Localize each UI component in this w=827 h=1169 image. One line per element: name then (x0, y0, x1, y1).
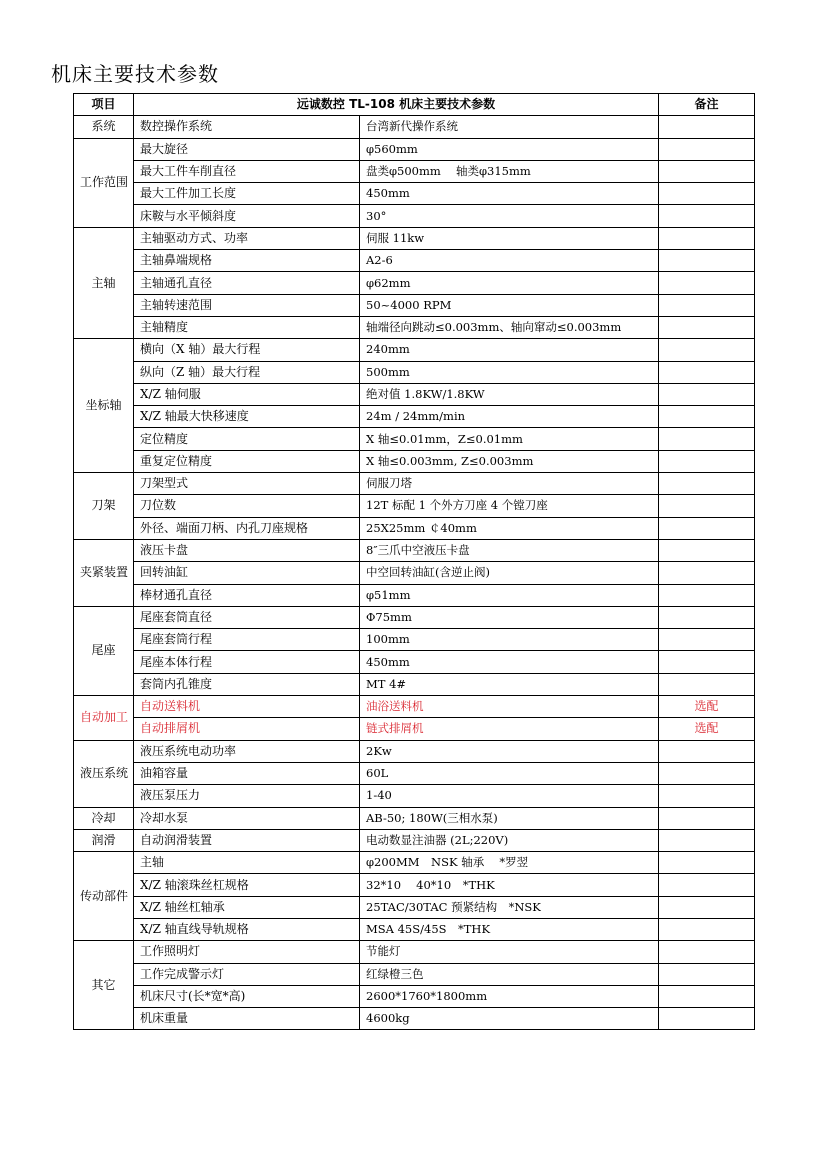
note-cell (659, 138, 755, 160)
note-cell (659, 562, 755, 584)
value-cell: X 轴≤0.003mm, Z≤0.003mm (360, 450, 659, 472)
category-cell: 系统 (74, 116, 134, 138)
param-cell: 数控操作系统 (134, 116, 360, 138)
note-cell (659, 205, 755, 227)
table-row (74, 183, 755, 205)
note-cell (659, 584, 755, 606)
value-cell: φ62mm (360, 272, 659, 294)
table-row (74, 294, 755, 316)
param-cell: 刀位数 (134, 495, 360, 517)
note-cell (659, 294, 755, 316)
table-row (74, 941, 755, 963)
value-cell: 25TAC/30TAC 预紧结构 *NSK (360, 896, 659, 918)
note-cell (659, 941, 755, 963)
note-cell (659, 450, 755, 472)
table-body (74, 116, 755, 1030)
note-cell (659, 985, 755, 1007)
note-cell (659, 339, 755, 361)
param-cell: 套筒内孔锥度 (134, 673, 360, 695)
param-cell: 机床尺寸(长*宽*高) (134, 985, 360, 1007)
value-cell: MSA 45S/45S *THK (360, 918, 659, 940)
category-cell: 冷却 (74, 807, 134, 829)
param-cell: X/Z 轴丝杠轴承 (134, 896, 360, 918)
param-cell: 尾座套筒直径 (134, 606, 360, 628)
param-cell: 纵向（Z 轴）最大行程 (134, 361, 360, 383)
param-cell: 自动送料机 (134, 696, 360, 718)
table-row (74, 762, 755, 784)
param-cell: 刀架型式 (134, 473, 360, 495)
value-cell: 伺服刀塔 (360, 473, 659, 495)
page-title: 机床主要技术参数 (51, 62, 219, 86)
table-row (74, 227, 755, 249)
table-row (74, 852, 755, 874)
table-row (74, 918, 755, 940)
value-cell: 轴端径向跳动≤0.003mm、轴向窜动≤0.003mm (360, 316, 659, 338)
param-cell: 主轴通孔直径 (134, 272, 360, 294)
note-cell (659, 807, 755, 829)
note-cell: 选配 (659, 696, 755, 718)
value-cell: 2Kw (360, 740, 659, 762)
value-cell: 2600*1760*1800mm (360, 985, 659, 1007)
param-cell: 横向（X 轴）最大行程 (134, 339, 360, 361)
note-cell (659, 160, 755, 182)
value-cell: 伺服 11kw (360, 227, 659, 249)
note-cell (659, 629, 755, 651)
value-cell: 台湾新代操作系统 (360, 116, 659, 138)
category-cell: 主轴 (74, 227, 134, 338)
header-spec-title: 远诚数控 TL-108 机床主要技术参数 (134, 94, 659, 116)
category-cell: 自动加工 (74, 696, 134, 741)
param-cell: 最大旋径 (134, 138, 360, 160)
table-row (74, 473, 755, 495)
value-cell: 450mm (360, 651, 659, 673)
note-cell (659, 762, 755, 784)
note-cell (659, 740, 755, 762)
category-cell: 液压系统 (74, 740, 134, 807)
table-row (74, 1008, 755, 1030)
table-row (74, 250, 755, 272)
note-cell (659, 383, 755, 405)
param-cell: X/Z 轴最大快移速度 (134, 406, 360, 428)
value-cell: 240mm (360, 339, 659, 361)
table-row (74, 829, 755, 851)
note-cell (659, 428, 755, 450)
value-cell: 12T 标配 1 个外方刀座 4 个镗刀座 (360, 495, 659, 517)
note-cell (659, 316, 755, 338)
param-cell: 主轴精度 (134, 316, 360, 338)
table-row (74, 406, 755, 428)
value-cell: 链式排屑机 (360, 718, 659, 740)
value-cell: 绝对值 1.8KW/1.8KW (360, 383, 659, 405)
value-cell: 油浴送料机 (360, 696, 659, 718)
spec-table (73, 93, 755, 1030)
note-cell (659, 963, 755, 985)
param-cell: 外径、端面刀柄、内孔刀座规格 (134, 517, 360, 539)
param-cell: 主轴 (134, 852, 360, 874)
note-cell: 选配 (659, 718, 755, 740)
value-cell: 30° (360, 205, 659, 227)
param-cell: 重复定位精度 (134, 450, 360, 472)
param-cell: 工作照明灯 (134, 941, 360, 963)
param-cell: 床鞍与水平倾斜度 (134, 205, 360, 227)
note-cell (659, 517, 755, 539)
param-cell: 棒材通孔直径 (134, 584, 360, 606)
note-cell (659, 183, 755, 205)
category-cell: 刀架 (74, 473, 134, 540)
table-row (74, 562, 755, 584)
value-cell: 电动数显注油器 (2L;220V) (360, 829, 659, 851)
value-cell: 50~4000 RPM (360, 294, 659, 316)
value-cell: 8″三爪中空液压卡盘 (360, 539, 659, 561)
param-cell: X/Z 轴滚珠丝杠规格 (134, 874, 360, 896)
table-row (74, 651, 755, 673)
table-row (74, 740, 755, 762)
note-cell (659, 272, 755, 294)
note-cell (659, 361, 755, 383)
value-cell: Φ75mm (360, 606, 659, 628)
table-row (74, 807, 755, 829)
value-cell: 100mm (360, 629, 659, 651)
table-row (74, 272, 755, 294)
note-cell (659, 539, 755, 561)
note-cell (659, 896, 755, 918)
param-cell: 机床重量 (134, 1008, 360, 1030)
table-header-row (74, 94, 755, 116)
note-cell (659, 785, 755, 807)
table-row (74, 116, 755, 138)
value-cell: 4600kg (360, 1008, 659, 1030)
param-cell: 最大工件车削直径 (134, 160, 360, 182)
table-row (74, 718, 755, 740)
value-cell: 60L (360, 762, 659, 784)
param-cell: 液压系统电动功率 (134, 740, 360, 762)
note-cell (659, 495, 755, 517)
param-cell: 尾座套筒行程 (134, 629, 360, 651)
value-cell: X 轴≤0.01mm，Z≤0.01mm (360, 428, 659, 450)
param-cell: 尾座本体行程 (134, 651, 360, 673)
table-row (74, 673, 755, 695)
param-cell: 自动排屑机 (134, 718, 360, 740)
table-row (74, 450, 755, 472)
table-row (74, 785, 755, 807)
table-row (74, 383, 755, 405)
category-cell: 其它 (74, 941, 134, 1030)
table-row (74, 963, 755, 985)
table-row (74, 205, 755, 227)
param-cell: 主轴转速范围 (134, 294, 360, 316)
value-cell: φ560mm (360, 138, 659, 160)
value-cell: 盘类φ500mm 轴类φ315mm (360, 160, 659, 182)
param-cell: 最大工件加工长度 (134, 183, 360, 205)
note-cell (659, 1008, 755, 1030)
table-row (74, 138, 755, 160)
value-cell: 25X25mm ￠40mm (360, 517, 659, 539)
table-row (74, 539, 755, 561)
note-cell (659, 227, 755, 249)
table-row (74, 517, 755, 539)
value-cell: 1-40 (360, 785, 659, 807)
category-cell: 坐标轴 (74, 339, 134, 473)
table-row (74, 985, 755, 1007)
table-row (74, 495, 755, 517)
header-note: 备注 (659, 94, 755, 116)
value-cell: φ200MM NSK 轴承 *罗翌 (360, 852, 659, 874)
table-row (74, 339, 755, 361)
value-cell: AB-50; 180W(三相水泵) (360, 807, 659, 829)
table-row (74, 874, 755, 896)
note-cell (659, 250, 755, 272)
category-cell: 润滑 (74, 829, 134, 851)
param-cell: 自动润滑装置 (134, 829, 360, 851)
value-cell: 32*10 40*10 *THK (360, 874, 659, 896)
note-cell (659, 606, 755, 628)
note-cell (659, 874, 755, 896)
note-cell (659, 829, 755, 851)
note-cell (659, 651, 755, 673)
param-cell: 主轴驱动方式、功率 (134, 227, 360, 249)
table-row (74, 896, 755, 918)
note-cell (659, 406, 755, 428)
header-item: 项目 (74, 94, 134, 116)
value-cell: 节能灯 (360, 941, 659, 963)
table-row (74, 160, 755, 182)
note-cell (659, 852, 755, 874)
category-cell: 夹紧装置 (74, 539, 134, 606)
param-cell: 冷却水泵 (134, 807, 360, 829)
value-cell: MT 4# (360, 673, 659, 695)
param-cell: X/Z 轴伺服 (134, 383, 360, 405)
table-row (74, 316, 755, 338)
value-cell: φ51mm (360, 584, 659, 606)
value-cell: 红绿橙三色 (360, 963, 659, 985)
note-cell (659, 116, 755, 138)
category-cell: 尾座 (74, 606, 134, 695)
value-cell: A2-6 (360, 250, 659, 272)
note-cell (659, 918, 755, 940)
table-row (74, 428, 755, 450)
param-cell: 液压卡盘 (134, 539, 360, 561)
category-cell: 工作范围 (74, 138, 134, 227)
table-row (74, 584, 755, 606)
table-row (74, 696, 755, 718)
param-cell: X/Z 轴直线导轨规格 (134, 918, 360, 940)
table-row (74, 361, 755, 383)
category-cell: 传动部件 (74, 852, 134, 941)
param-cell: 定位精度 (134, 428, 360, 450)
note-cell (659, 473, 755, 495)
param-cell: 工作完成警示灯 (134, 963, 360, 985)
value-cell: 中空回转油缸(含逆止阀) (360, 562, 659, 584)
table-row (74, 606, 755, 628)
param-cell: 油箱容量 (134, 762, 360, 784)
table-row (74, 629, 755, 651)
param-cell: 回转油缸 (134, 562, 360, 584)
note-cell (659, 673, 755, 695)
param-cell: 液压泵压力 (134, 785, 360, 807)
value-cell: 24m / 24mm/min (360, 406, 659, 428)
value-cell: 500mm (360, 361, 659, 383)
param-cell: 主轴鼻端规格 (134, 250, 360, 272)
value-cell: 450mm (360, 183, 659, 205)
